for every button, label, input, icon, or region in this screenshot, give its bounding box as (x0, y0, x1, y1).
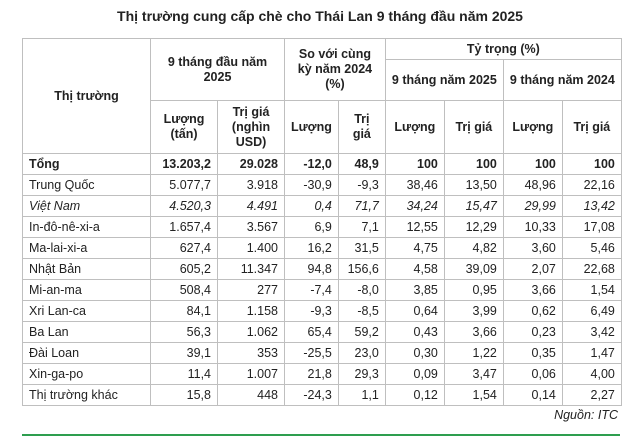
cell-cmp-vol: -24,3 (285, 385, 339, 406)
cell-s25-vol: 34,24 (385, 196, 444, 217)
cell-s24-vol: 3,60 (503, 238, 562, 259)
cell-cmp-val: 48,9 (338, 154, 385, 175)
cell-vol: 39,1 (151, 343, 218, 364)
cell-name: Việt Nam (23, 196, 151, 217)
cell-cmp-vol: 16,2 (285, 238, 339, 259)
cell-s25-vol: 38,46 (385, 175, 444, 196)
cell-s24-vol: 3,66 (503, 280, 562, 301)
cell-s24-val: 6,49 (562, 301, 621, 322)
cell-vol: 508,4 (151, 280, 218, 301)
cell-cmp-vol: 65,4 (285, 322, 339, 343)
header-share25-volume: Lượng (385, 101, 444, 154)
cell-s24-vol: 0,23 (503, 322, 562, 343)
table-row (23, 385, 622, 406)
cell-val: 4.491 (218, 196, 285, 217)
cell-s25-vol: 0,43 (385, 322, 444, 343)
cell-s24-val: 22,16 (562, 175, 621, 196)
cell-name: Trung Quốc (23, 175, 151, 196)
cell-s24-val: 1,47 (562, 343, 621, 364)
cell-cmp-vol: 6,9 (285, 217, 339, 238)
bottom-accent-line (22, 434, 620, 436)
cell-cmp-val: -8,5 (338, 301, 385, 322)
cell-s24-val: 3,42 (562, 322, 621, 343)
header-share25-value: Trị giá (444, 101, 503, 154)
cell-s25-vol: 0,12 (385, 385, 444, 406)
header-volume-tons: Lượng (tấn) (151, 101, 218, 154)
cell-s25-val: 3,66 (444, 322, 503, 343)
cell-cmp-val: 31,5 (338, 238, 385, 259)
cell-val: 1.062 (218, 322, 285, 343)
cell-s24-val: 13,42 (562, 196, 621, 217)
table-row (23, 364, 622, 385)
cell-cmp-val: 59,2 (338, 322, 385, 343)
table-row (23, 301, 622, 322)
cell-cmp-val: 156,6 (338, 259, 385, 280)
cell-cmp-vol: -25,5 (285, 343, 339, 364)
cell-s25-vol: 4,58 (385, 259, 444, 280)
header-value-kusd: Trị giá (nghìn USD) (218, 101, 285, 154)
cell-vol: 4.520,3 (151, 196, 218, 217)
cell-val: 1.400 (218, 238, 285, 259)
cell-s25-val: 15,47 (444, 196, 503, 217)
header-compare-value: Trị giá (338, 101, 385, 154)
table-row (23, 196, 622, 217)
cell-s25-val: 1,54 (444, 385, 503, 406)
header-market: Thị trường (23, 39, 151, 154)
cell-val: 11.347 (218, 259, 285, 280)
cell-s24-vol: 0,14 (503, 385, 562, 406)
header-period-2025: 9 tháng đầu năm 2025 (151, 39, 285, 101)
header-share24-volume: Lượng (503, 101, 562, 154)
cell-s24-vol: 0,06 (503, 364, 562, 385)
cell-val: 29.028 (218, 154, 285, 175)
cell-s24-val: 5,46 (562, 238, 621, 259)
cell-s24-val: 1,54 (562, 280, 621, 301)
cell-val: 448 (218, 385, 285, 406)
market-table (22, 38, 622, 406)
cell-name: Xin-ga-po (23, 364, 151, 385)
header-share: Tỷ trọng (%) (385, 39, 621, 60)
cell-cmp-vol: -30,9 (285, 175, 339, 196)
cell-s25-vol: 3,85 (385, 280, 444, 301)
cell-name: Đài Loan (23, 343, 151, 364)
cell-cmp-val: 29,3 (338, 364, 385, 385)
cell-val: 1.158 (218, 301, 285, 322)
cell-vol: 11,4 (151, 364, 218, 385)
cell-name: Ma-lai-xi-a (23, 238, 151, 259)
cell-cmp-vol: -7,4 (285, 280, 339, 301)
cell-name: Xri Lan-ca (23, 301, 151, 322)
cell-cmp-vol: -9,3 (285, 301, 339, 322)
header-share-2024: 9 tháng năm 2024 (503, 60, 621, 101)
cell-cmp-val: 7,1 (338, 217, 385, 238)
header-share-2025: 9 tháng năm 2025 (385, 60, 503, 101)
cell-s24-vol: 48,96 (503, 175, 562, 196)
cell-val: 1.007 (218, 364, 285, 385)
cell-cmp-val: -8,0 (338, 280, 385, 301)
cell-s25-val: 0,95 (444, 280, 503, 301)
page-title: Thị trường cung cấp chè cho Thái Lan 9 tháng đầu năm 2025 (117, 8, 523, 24)
cell-s25-val: 39,09 (444, 259, 503, 280)
cell-s25-vol: 4,75 (385, 238, 444, 259)
table-body (23, 154, 622, 406)
cell-s25-val: 100 (444, 154, 503, 175)
cell-cmp-val: 71,7 (338, 196, 385, 217)
cell-name: Tổng (23, 154, 151, 175)
cell-s25-vol: 0,30 (385, 343, 444, 364)
header-share24-value: Trị giá (562, 101, 621, 154)
cell-s24-val: 4,00 (562, 364, 621, 385)
cell-s25-vol: 12,55 (385, 217, 444, 238)
cell-vol: 84,1 (151, 301, 218, 322)
cell-s25-val: 12,29 (444, 217, 503, 238)
cell-s24-vol: 0,62 (503, 301, 562, 322)
table-row (23, 259, 622, 280)
cell-vol: 1.657,4 (151, 217, 218, 238)
cell-s24-vol: 29,99 (503, 196, 562, 217)
cell-s24-vol: 0,35 (503, 343, 562, 364)
cell-s25-val: 1,22 (444, 343, 503, 364)
cell-name: Mi-an-ma (23, 280, 151, 301)
cell-cmp-val: 23,0 (338, 343, 385, 364)
cell-vol: 15,8 (151, 385, 218, 406)
header-compare-volume: Lượng (285, 101, 339, 154)
cell-vol: 13.203,2 (151, 154, 218, 175)
cell-s24-vol: 100 (503, 154, 562, 175)
cell-s25-vol: 0,64 (385, 301, 444, 322)
cell-val: 277 (218, 280, 285, 301)
cell-s24-val: 17,08 (562, 217, 621, 238)
cell-vol: 5.077,7 (151, 175, 218, 196)
source-note: Nguồn: ITC (554, 408, 618, 422)
cell-name: Thị trường khác (23, 385, 151, 406)
cell-name: Nhật Bản (23, 259, 151, 280)
cell-s25-val: 4,82 (444, 238, 503, 259)
cell-cmp-val: 1,1 (338, 385, 385, 406)
cell-cmp-vol: 0,4 (285, 196, 339, 217)
cell-vol: 627,4 (151, 238, 218, 259)
cell-s24-vol: 10,33 (503, 217, 562, 238)
cell-vol: 56,3 (151, 322, 218, 343)
cell-s24-vol: 2,07 (503, 259, 562, 280)
cell-val: 3.918 (218, 175, 285, 196)
cell-cmp-vol: -12,0 (285, 154, 339, 175)
cell-cmp-vol: 94,8 (285, 259, 339, 280)
cell-s25-val: 3,99 (444, 301, 503, 322)
cell-cmp-vol: 21,8 (285, 364, 339, 385)
cell-s25-vol: 100 (385, 154, 444, 175)
table-row (23, 322, 622, 343)
cell-val: 353 (218, 343, 285, 364)
cell-val: 3.567 (218, 217, 285, 238)
cell-s24-val: 22,68 (562, 259, 621, 280)
cell-s24-val: 100 (562, 154, 621, 175)
table-row (23, 280, 622, 301)
header-compare: So với cùng kỳ năm 2024 (%) (285, 39, 386, 101)
cell-cmp-val: -9,3 (338, 175, 385, 196)
table-row (23, 238, 622, 259)
cell-s24-val: 2,27 (562, 385, 621, 406)
cell-name: In-đô-nê-xi-a (23, 217, 151, 238)
cell-s25-val: 13,50 (444, 175, 503, 196)
cell-name: Ba Lan (23, 322, 151, 343)
table-total-row (23, 154, 622, 175)
table-row (23, 217, 622, 238)
table-row (23, 175, 622, 196)
cell-s25-val: 3,47 (444, 364, 503, 385)
cell-s25-vol: 0,09 (385, 364, 444, 385)
cell-vol: 605,2 (151, 259, 218, 280)
table-row (23, 343, 622, 364)
